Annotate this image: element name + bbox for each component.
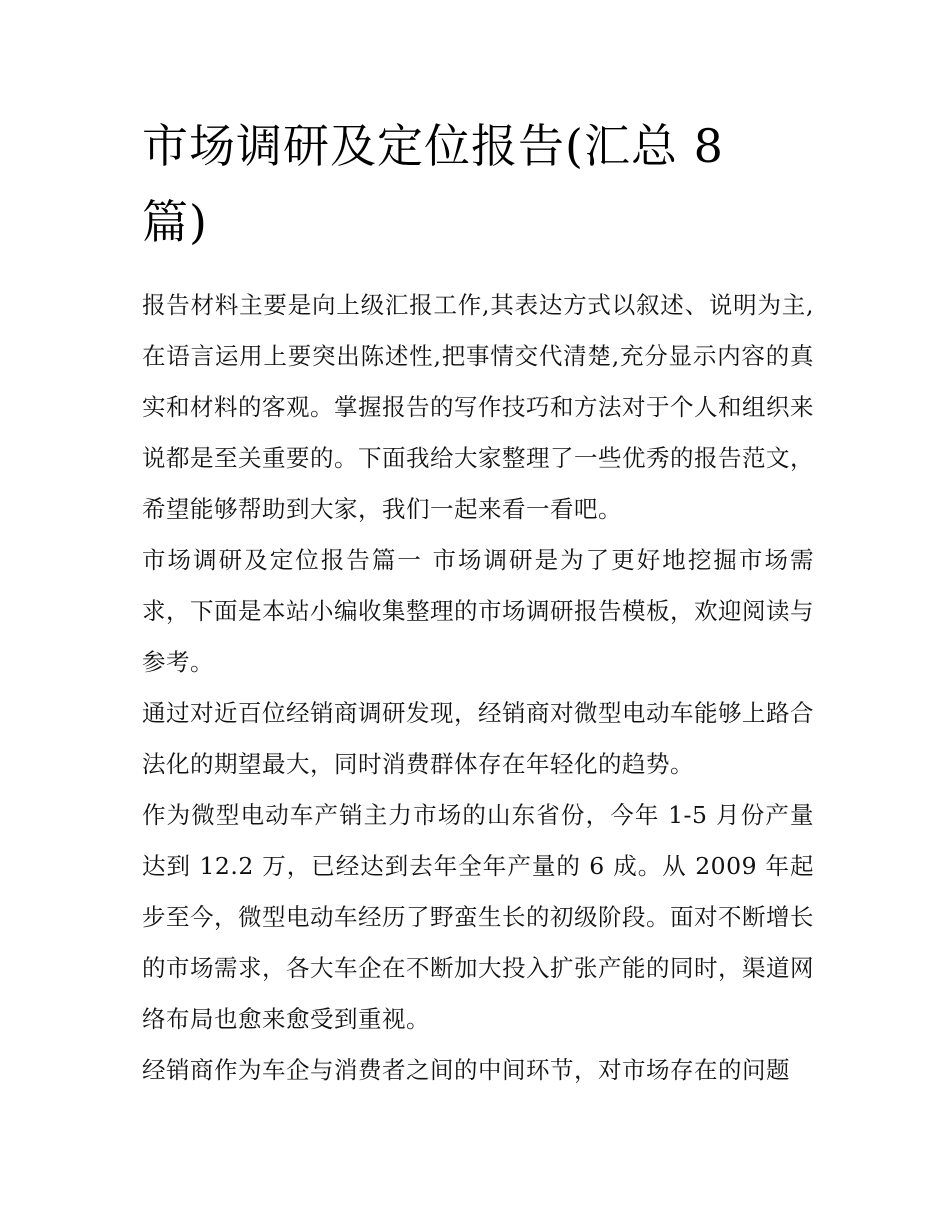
paragraph-intro: 报告材料主要是向上级汇报工作,其表达方式以叙述、说明为主,在语言运用上要突出陈述性,把事情交代清楚,充分显示内容的真实和材料的客观。掌握报告的写作技巧和方法对于个人和组织来说都是至关重要的。下面我给大家整理了一些优秀的报告范文，希望能够帮助到大家，我们一起来看一看吧。 bbox=[142, 291, 814, 523]
paragraph-section-one: 市场调研及定位报告篇一 市场调研是为了更好地挖掘市场需求，下面是本站小编收集整理的市场调研报告模板，欢迎阅读与参考。 bbox=[142, 546, 814, 676]
paragraph-dealer-role: 经销商作为车企与消费者之间的中间环节，对市场存在的问题 bbox=[142, 1056, 790, 1084]
document-body bbox=[142, 108, 814, 1096]
paragraph-dealer-survey: 通过对近百位经销商调研发现，经销商对微型电动车能够上路合法化的期望最大，同时消费群体存在年轻化的趋势。 bbox=[142, 699, 814, 778]
document-title: 市场调研及定位报告(汇总 8 篇) bbox=[142, 119, 724, 249]
paragraph-shandong-market: 作为微型电动车产销主力市场的山东省份，今年 1-5 月份产量达到 12.2 万，已经达到去年全年产量的 6 成。从 2009 年起步至今，微型电动车经历了野蛮生长的初级阶段。面对不断增长的市场需求，各大车企在不断加大投入扩张产能的同时，渠道网络布局也愈来愈受到重视。 bbox=[142, 801, 814, 1033]
